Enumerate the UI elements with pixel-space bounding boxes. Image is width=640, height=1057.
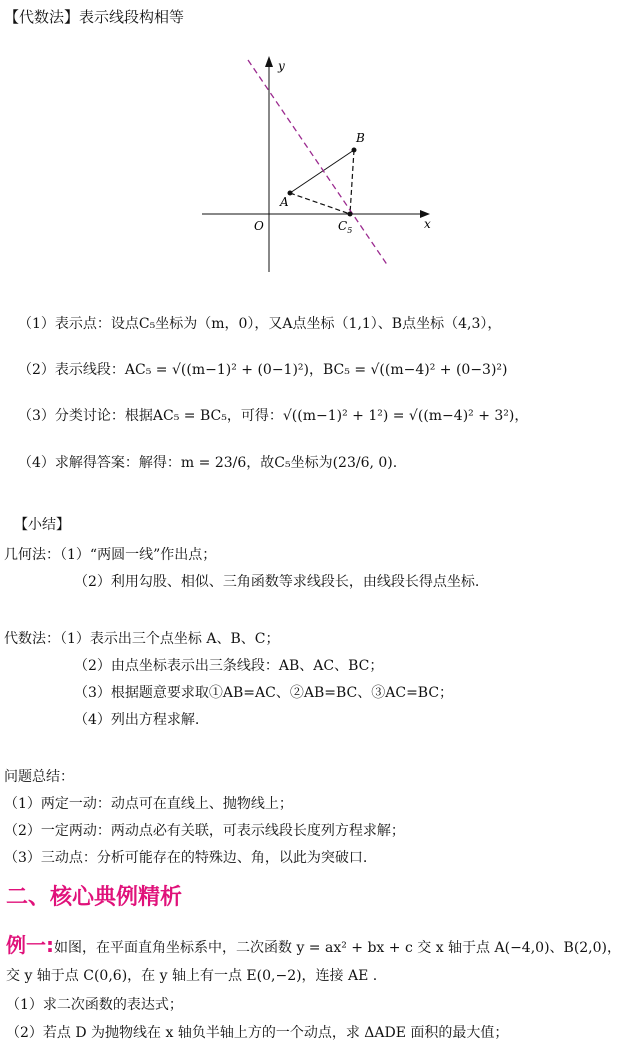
step-label: （4）求解得答案： [18, 455, 139, 471]
problem-summary-title: 问题总结： [4, 769, 74, 785]
algebra-label: 代数法： [4, 631, 60, 647]
algebra-row-1 [4, 628, 279, 648]
coordinate-figure [190, 50, 440, 280]
algebra-item: （3）根据题意要求取①AB=AC、②AB=BC、③AC=BC； [74, 685, 454, 701]
step-2 [18, 359, 508, 379]
question-1: （1）求二次函数的表达式； [6, 997, 183, 1013]
y-axis-label: y [278, 59, 285, 73]
step-label: （2）表示线段： [18, 362, 125, 378]
problem-summary-item: （3）三动点：分析可能存在的特殊边、角，以此为突破口. [4, 850, 368, 866]
summary-title: 【小结】 [14, 517, 70, 533]
step-text: 设点C₅坐标为（m，0），又A点坐标（1,1）、B点坐标（4,3）， [110, 316, 502, 332]
example-label: 例一: [6, 933, 54, 957]
step-3 [18, 405, 528, 425]
example-line-2: 交 y 轴于点 C(0,6)，在 y 轴上有一点 E(0,−2)，连接 AE . [6, 968, 378, 984]
point-c-dot [348, 212, 353, 217]
section-title: 二、核心典例精析 [6, 885, 183, 910]
geometry-row-1 [4, 544, 216, 564]
point-b-label: B [356, 131, 365, 145]
step-text: 解得：m = 23/6，故C₅坐标为(23/6, 0). [138, 455, 398, 471]
section-header: 【代数法】表示线段构相等 [4, 8, 185, 26]
segment-bc [350, 150, 354, 214]
point-c-label: $C_5$ [338, 219, 353, 235]
problem-summary-item: （2）一定两动：两动点必有关联，可表示线段长度列方程求解； [4, 823, 405, 839]
step-label: （3）分类讨论： [18, 408, 125, 424]
question-2: （2）若点 D 为抛物线在 x 轴负半轴上方的一个动点，求 ΔADE 面积的最大值； [6, 1025, 509, 1041]
step-text: 根据AC₅ = BC₅，可得：√((m−1)² + 1²) = √((m−4)² + 3²)， [124, 408, 529, 424]
algebra-item: （2）由点坐标表示出三条线段：AB、AC、BC； [74, 658, 384, 674]
geometry-label: 几何法： [4, 547, 60, 563]
x-axis-label: x [424, 217, 431, 231]
algebra-item: （1）表示出三个点坐标 A、B、C； [60, 631, 280, 647]
step-1 [18, 313, 501, 333]
step-text: AC₅ = √((m−1)² + (0−1)²)，BC₅ = √((m−4)² + (0−3)²) [124, 362, 508, 378]
geometry-item: （2）利用勾股、相似、三角函数等求线段长，由线段长得点坐标. [74, 574, 480, 590]
algebra-item: （4）列出方程求解. [74, 712, 200, 728]
origin-label: O [254, 219, 264, 233]
point-a-label: A [280, 195, 289, 209]
point-b-dot [352, 148, 357, 153]
segment-ab [290, 150, 354, 193]
problem-summary-item: （1）两定一动：动点可在直线上、抛物线上； [4, 796, 293, 812]
y-axis-arrow-icon [265, 56, 273, 67]
geometry-item: （1）“两圆一线”作出点； [60, 547, 217, 563]
example-line-1 [6, 929, 621, 958]
step-label: （1）表示点： [18, 316, 111, 332]
example-text: 如图，在平面直角坐标系中，二次函数 y = ax² + bx + c 交 x 轴于点 A(−4,0)、B(2,0)， [54, 940, 622, 956]
step-4 [18, 452, 397, 472]
